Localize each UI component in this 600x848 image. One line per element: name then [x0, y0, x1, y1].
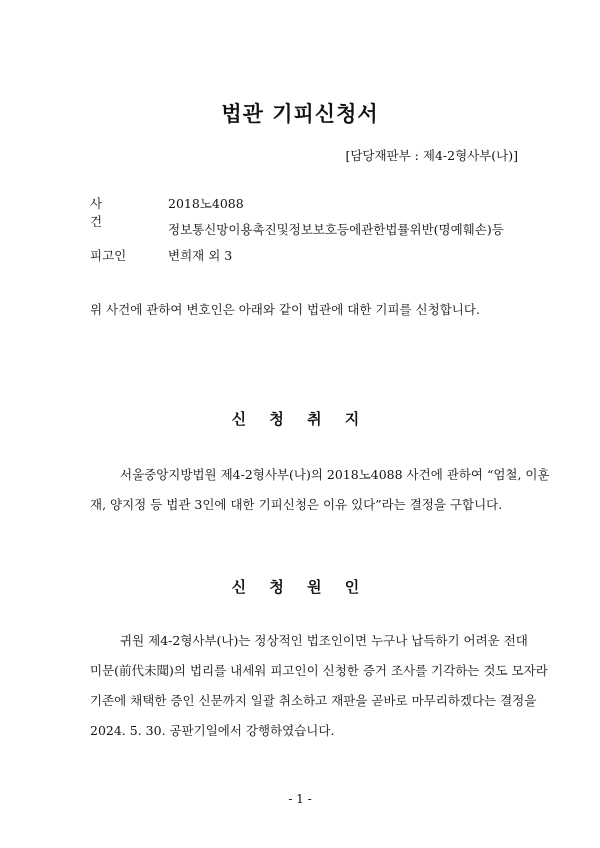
paragraph-line: 미문(前代未聞)의 법리를 내세워 피고인이 신청한 증거 조사를 기각하는 것도 모자라: [90, 663, 548, 678]
paragraph-line: 서울중앙지방법원 제4-2형사부(나)의 2018노4088 사건에 관하여 “엄철, 이훈: [120, 467, 550, 482]
paragraph-line: 귀원 제4-2형사부(나)는 정상적인 법조인이면 누구나 납득하기 어려운 전대: [120, 633, 528, 648]
case-name: 정보통신망이용촉진및정보보호등에관한법률위반(명예훼손)등: [168, 222, 504, 237]
paragraph-line: 기존에 채택한 증인 신문까지 일괄 취소하고 재판을 곧바로 마무리하겠다는 결정을: [90, 693, 537, 708]
defendant-label: 피고인: [90, 248, 127, 263]
intro-sentence: 위 사건에 관하여 변호인은 아래와 같이 법관에 대한 기피를 신청합니다.: [90, 302, 480, 317]
paragraph-line: 재, 양지정 등 법관 3인에 대한 기피신청은 이유 있다”라는 결정을 구합니다.: [90, 497, 503, 512]
defendant-name: 변희재 외 3: [168, 248, 233, 263]
document-title: 법관 기피신청서: [221, 101, 379, 126]
paragraph-line: 2024. 5. 30. 공판기일에서 강행하였습니다.: [90, 723, 335, 738]
page-number: - 1 -: [288, 792, 312, 806]
case-number: 2018노4088: [168, 196, 244, 211]
reason-paragraph: [90, 626, 548, 746]
section-heading-purpose: 신 청 취 지: [231, 410, 369, 428]
department-label: [담당재판부 : 제4-2형사부(나)]: [345, 148, 518, 163]
purpose-paragraph: [90, 460, 550, 520]
section-heading-reason: 신 청 원 인: [231, 578, 369, 596]
case-label: 사 건: [90, 196, 117, 229]
